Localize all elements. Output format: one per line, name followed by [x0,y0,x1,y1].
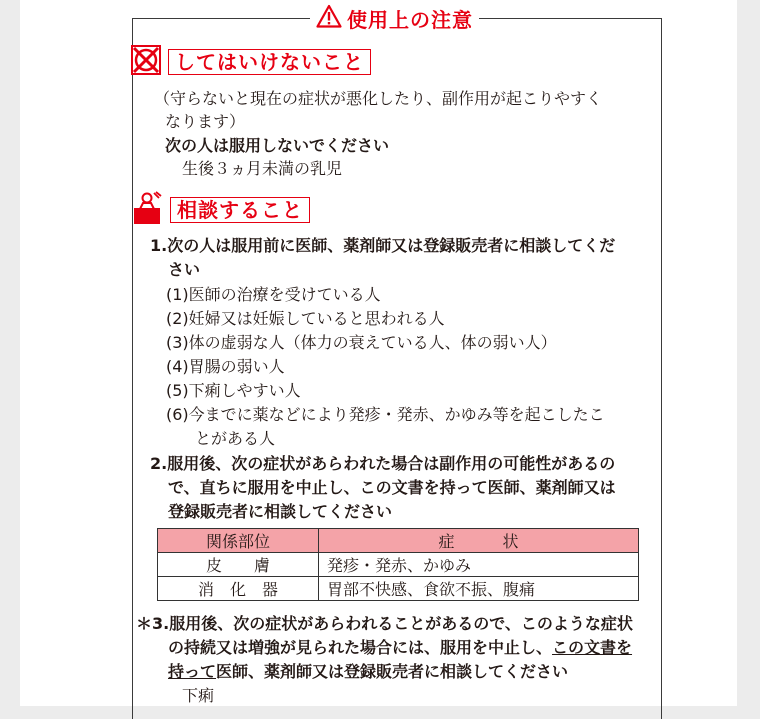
dont-heading: 次の人は服用しないでください [165,136,390,155]
dont-section-header [130,44,371,80]
asterisk-mark: ＊ [136,614,153,633]
table-row [158,577,639,601]
consult-item3-line1 [136,612,633,635]
table-cell: 皮 膚 [158,553,319,577]
consult-doctor-icon [132,190,164,230]
consult-item2-line1: 2.服用後、次の症状があらわれた場合は副作用の可能性があるの [150,454,616,473]
consult-subitem: (4)胃腸の弱い人 [166,357,285,376]
warning-triangle-icon [316,4,342,32]
consult-subitem: (6)今までに薬などにより発疹・発赤、かゆみ等を起こしたこ [166,405,605,424]
dont-section-label: してはいけないこと [168,49,371,75]
table-header-cell: 症 状 [319,529,639,553]
consult-item2-line3: 登録販売者に相談してください [168,502,393,521]
item3-line3-underlined: 持って [168,662,217,681]
consult-subitem: (5)下痢しやすい人 [166,381,301,400]
dont-note-line2: なります） [165,112,246,131]
consult-item1-line1: 1.次の人は服用前に医師、薬剤師又は登録販売者に相談してくだ [150,236,616,255]
table-header-cell: 関係部位 [158,529,319,553]
consult-item3-item: 下痢 [182,686,215,705]
item3-line2-text: の持続又は増強が見られた場合には、服用を中止し、 [168,638,553,657]
consult-item2-line2: で、直ちに服用を中止し、この文書を持って医師、薬剤師又は [168,478,616,497]
consult-item3-line3 [168,660,568,683]
consult-item3-line2 [168,636,632,659]
consult-section-header [132,190,310,230]
consult-subitem: (2)妊婦又は妊娠していると思われる人 [166,309,445,328]
prohibit-x-icon [130,44,162,80]
consult-section-label: 相談すること [170,197,310,223]
document-page [20,0,737,706]
item3-line2-underlined: この文書を [552,638,633,657]
table-row [158,553,639,577]
table-header-row [158,529,639,553]
item3-line1-text: 3.服用後、次の症状があらわれることがあるので、このような症状 [152,614,633,633]
item3-line3-text: 医師、薬剤師又は登録販売者に相談してください [216,662,569,681]
dont-note-line1: （守らないと現在の症状が悪化したり、副作用が起こりやすく [154,89,603,108]
table-cell: 発疹・発赤、かゆみ [319,553,639,577]
symptom-table [157,528,639,601]
page-title [310,2,479,34]
title-text: 使用上の注意 [347,7,473,32]
table-cell: 消 化 器 [158,577,319,601]
consult-subitem: (1)医師の治療を受けている人 [166,285,381,304]
consult-subitem-cont: とがある人 [195,429,276,448]
consult-subitem: (3)体の虚弱な人（体力の衰えている人、体の弱い人） [166,333,557,352]
consult-item1-line2: さい [168,260,201,279]
table-cell: 胃部不快感、食欲不振、腹痛 [319,577,639,601]
dont-item: 生後３ヵ月未満の乳児 [182,159,343,178]
